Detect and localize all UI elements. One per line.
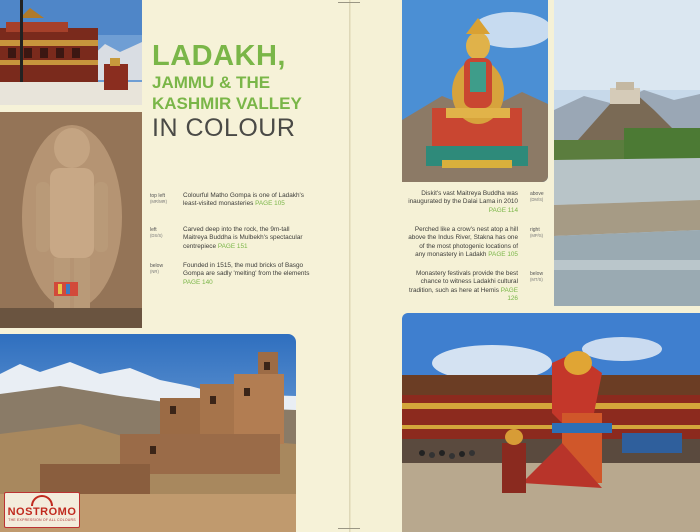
caption-diskit bbox=[408, 190, 544, 215]
logo-tagline: THE EXPRESSION OF ALL COLOURS bbox=[8, 518, 76, 522]
page-reference: PAGE 151 bbox=[217, 242, 248, 250]
photo-diskit-buddha bbox=[402, 0, 548, 182]
photo-hemis-festival bbox=[402, 313, 700, 532]
caption-basgo bbox=[150, 262, 313, 287]
caption-text: Perched like a crow's nest atop a hill above the Indus River, Stakna has one of the most photogenic locations of any monastery in Ladakh bbox=[408, 226, 518, 258]
page-reference: PAGE 105 bbox=[488, 250, 518, 258]
photo-mulbekh-maitreya bbox=[0, 112, 142, 328]
title-line-4: IN COLOUR bbox=[152, 113, 296, 142]
caption-text: Monastery festivals provide the best chance to witness Ladakhi cultural tradition, such as here at Hemis bbox=[409, 270, 518, 294]
registration-mark bbox=[338, 2, 360, 3]
photo-matho-gompa bbox=[0, 0, 142, 105]
title-line-2: JAMMU & THE bbox=[152, 73, 271, 92]
caption-matho-gompa bbox=[150, 192, 313, 209]
photo-stakna bbox=[554, 0, 700, 306]
logo-name: NOSTROMO bbox=[7, 506, 77, 518]
caption-stakna bbox=[408, 226, 544, 259]
caption-position: below (NR) bbox=[150, 263, 164, 275]
title-line-1: LADAKH, bbox=[152, 40, 286, 72]
caption-position: above (DM/S) bbox=[530, 191, 544, 203]
caption-text: Diskit's vast Maitreya Buddha was inaugurated by the Dalai Lama in 2010 bbox=[408, 190, 518, 206]
registration-mark bbox=[338, 528, 360, 529]
caption-position: left (DS/S) bbox=[150, 227, 163, 239]
nostromo-logo bbox=[4, 492, 80, 528]
caption-text: Colourful Matho Gompa is one of Ladakh's least-visited monasteries bbox=[183, 192, 304, 208]
caption-text: Carved deep into the rock, the 9m-tall Maitreya Buddha is Mulbekh's spectacular centrepiece bbox=[183, 226, 303, 250]
spread-title bbox=[152, 42, 342, 141]
caption-position: below (MT/S) bbox=[530, 271, 544, 283]
page-reference: PAGE 114 bbox=[488, 206, 518, 214]
page-reference: PAGE 140 bbox=[183, 278, 213, 286]
caption-hemis bbox=[408, 270, 544, 303]
caption-mulbekh bbox=[150, 226, 313, 251]
title-line-3: KASHMIR VALLEY bbox=[152, 93, 302, 113]
page-reference: PAGE 126 bbox=[500, 286, 518, 302]
page-reference: PAGE 105 bbox=[255, 200, 285, 208]
caption-text: Founded in 1515, the mud bricks of Basgo Gompa are sadly 'melting' from the elements bbox=[183, 262, 310, 278]
page-gutter bbox=[349, 0, 351, 532]
caption-position: top left (MR/MR) bbox=[150, 193, 167, 205]
caption-position: right (MP/S) bbox=[530, 227, 544, 239]
logo-arc-icon bbox=[31, 495, 53, 506]
